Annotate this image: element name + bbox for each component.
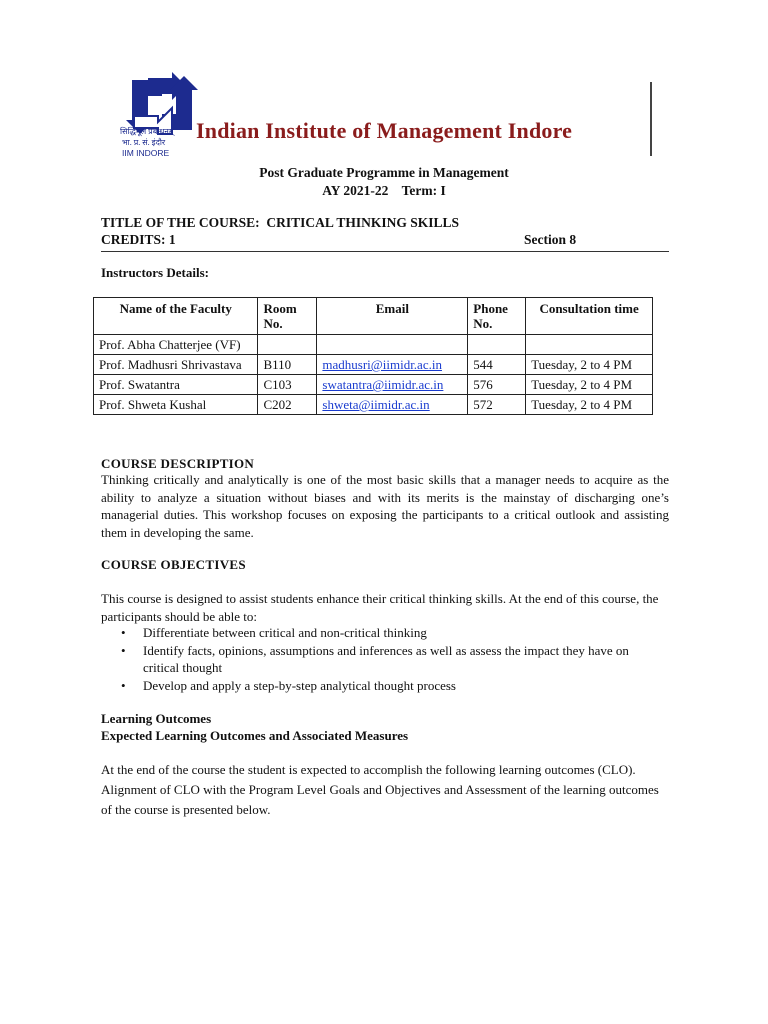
email-cell xyxy=(317,395,468,415)
phone-number: 576 xyxy=(468,375,526,395)
consultation-time: Tuesday, 2 to 4 PM xyxy=(526,355,653,375)
email-cell xyxy=(317,375,468,395)
faculty-table xyxy=(93,297,653,415)
expected-outcomes-heading: Expected Learning Outcomes and Associated Measures xyxy=(101,728,409,743)
phone-number: 544 xyxy=(468,355,526,375)
list-item: • Identify facts, opinions, assumptions and inferences as well as assess the impact they have on critical thought xyxy=(121,643,629,675)
faculty-name: Prof. Shweta Kushal xyxy=(94,395,258,415)
table-header-row xyxy=(94,298,653,335)
description-heading: COURSE DESCRIPTION xyxy=(101,456,255,471)
bullet-icon: • xyxy=(121,678,126,693)
table-row xyxy=(94,395,653,415)
faculty-name: Prof. Swatantra xyxy=(94,375,258,395)
logo-caption: IIM INDORE xyxy=(122,148,170,158)
instructors-heading: Instructors Details: xyxy=(101,265,209,280)
column-header: Consultation time xyxy=(526,298,653,335)
consultation-time: Tuesday, 2 to 4 PM xyxy=(526,375,653,395)
column-header: Name of the Faculty xyxy=(94,298,258,335)
bullet-icon: • xyxy=(121,625,126,640)
email-link[interactable]: swatantra@iimidr.ac.in xyxy=(322,377,444,392)
consultation-time xyxy=(526,335,653,355)
course-section: Section 8 xyxy=(524,232,577,247)
table-row xyxy=(94,335,653,355)
room-number: C103 xyxy=(258,375,317,395)
table-row xyxy=(94,375,653,395)
email-cell xyxy=(317,355,468,375)
consultation-time: Tuesday, 2 to 4 PM xyxy=(526,395,653,415)
list-item: • Develop and apply a step-by-step analytical thought process xyxy=(121,678,456,693)
programme-title: Post Graduate Programme in Management xyxy=(259,165,509,180)
title-divider xyxy=(101,251,669,252)
faculty-name: Prof. Abha Chatterjee (VF) xyxy=(94,335,258,355)
objectives-intro: This course is designed to assist students enhance their critical thinking skills. At the end of this course, the participants should be able to: xyxy=(101,591,659,624)
logo-motto: सिद्धिमूलं प्रबन्धनम् xyxy=(120,127,174,136)
logo-caption-hindi: भा. प्र. सं. इंदौर xyxy=(122,138,166,147)
course-title: TITLE OF THE COURSE: CRITICAL THINKING SKILLS xyxy=(101,215,459,230)
room-number xyxy=(258,335,317,355)
email-link[interactable]: shweta@iimidr.ac.in xyxy=(322,397,430,412)
header-divider xyxy=(650,82,652,156)
year-term: AY 2021-22 Term: I xyxy=(322,183,446,198)
bullet-icon: • xyxy=(121,643,126,658)
objectives-heading: COURSE OBJECTIVES xyxy=(101,557,246,572)
institute-name: Indian Institute of Management Indore xyxy=(196,118,573,143)
phone-number: 572 xyxy=(468,395,526,415)
objectives-list xyxy=(101,624,661,695)
column-header: Email xyxy=(317,298,468,335)
column-header: Room No. xyxy=(258,298,317,335)
room-number: B110 xyxy=(258,355,317,375)
list-item: • Differentiate between critical and non-critical thinking xyxy=(121,625,427,640)
room-number: C202 xyxy=(258,395,317,415)
column-header: Phone No. xyxy=(468,298,526,335)
faculty-name: Prof. Madhusri Shrivastava xyxy=(94,355,258,375)
description-text: Thinking critically and analytically is one of the most basic skills that a manager needs to acquire as the ability to analyze a situation without biases and with its merits is the mainstay of discharging one’s managerial duties. This workshop focuses on exposing the participants to a critical outlook and assisting them in developing the same. xyxy=(101,472,669,540)
email-link[interactable]: madhusri@iimidr.ac.in xyxy=(322,357,442,372)
outcomes-text: At the end of the course the student is expected to accomplish the following learning outcomes (CLO). Alignment of CLO with the Program Level Goals and Objectives and Assessment of the learning outcomes of the course is presented below. xyxy=(101,762,659,817)
phone-number xyxy=(468,335,526,355)
learning-outcomes-heading: Learning Outcomes xyxy=(101,711,212,726)
email-cell xyxy=(317,335,468,355)
table-row xyxy=(94,355,653,375)
course-credits: CREDITS: 1 xyxy=(101,232,176,247)
